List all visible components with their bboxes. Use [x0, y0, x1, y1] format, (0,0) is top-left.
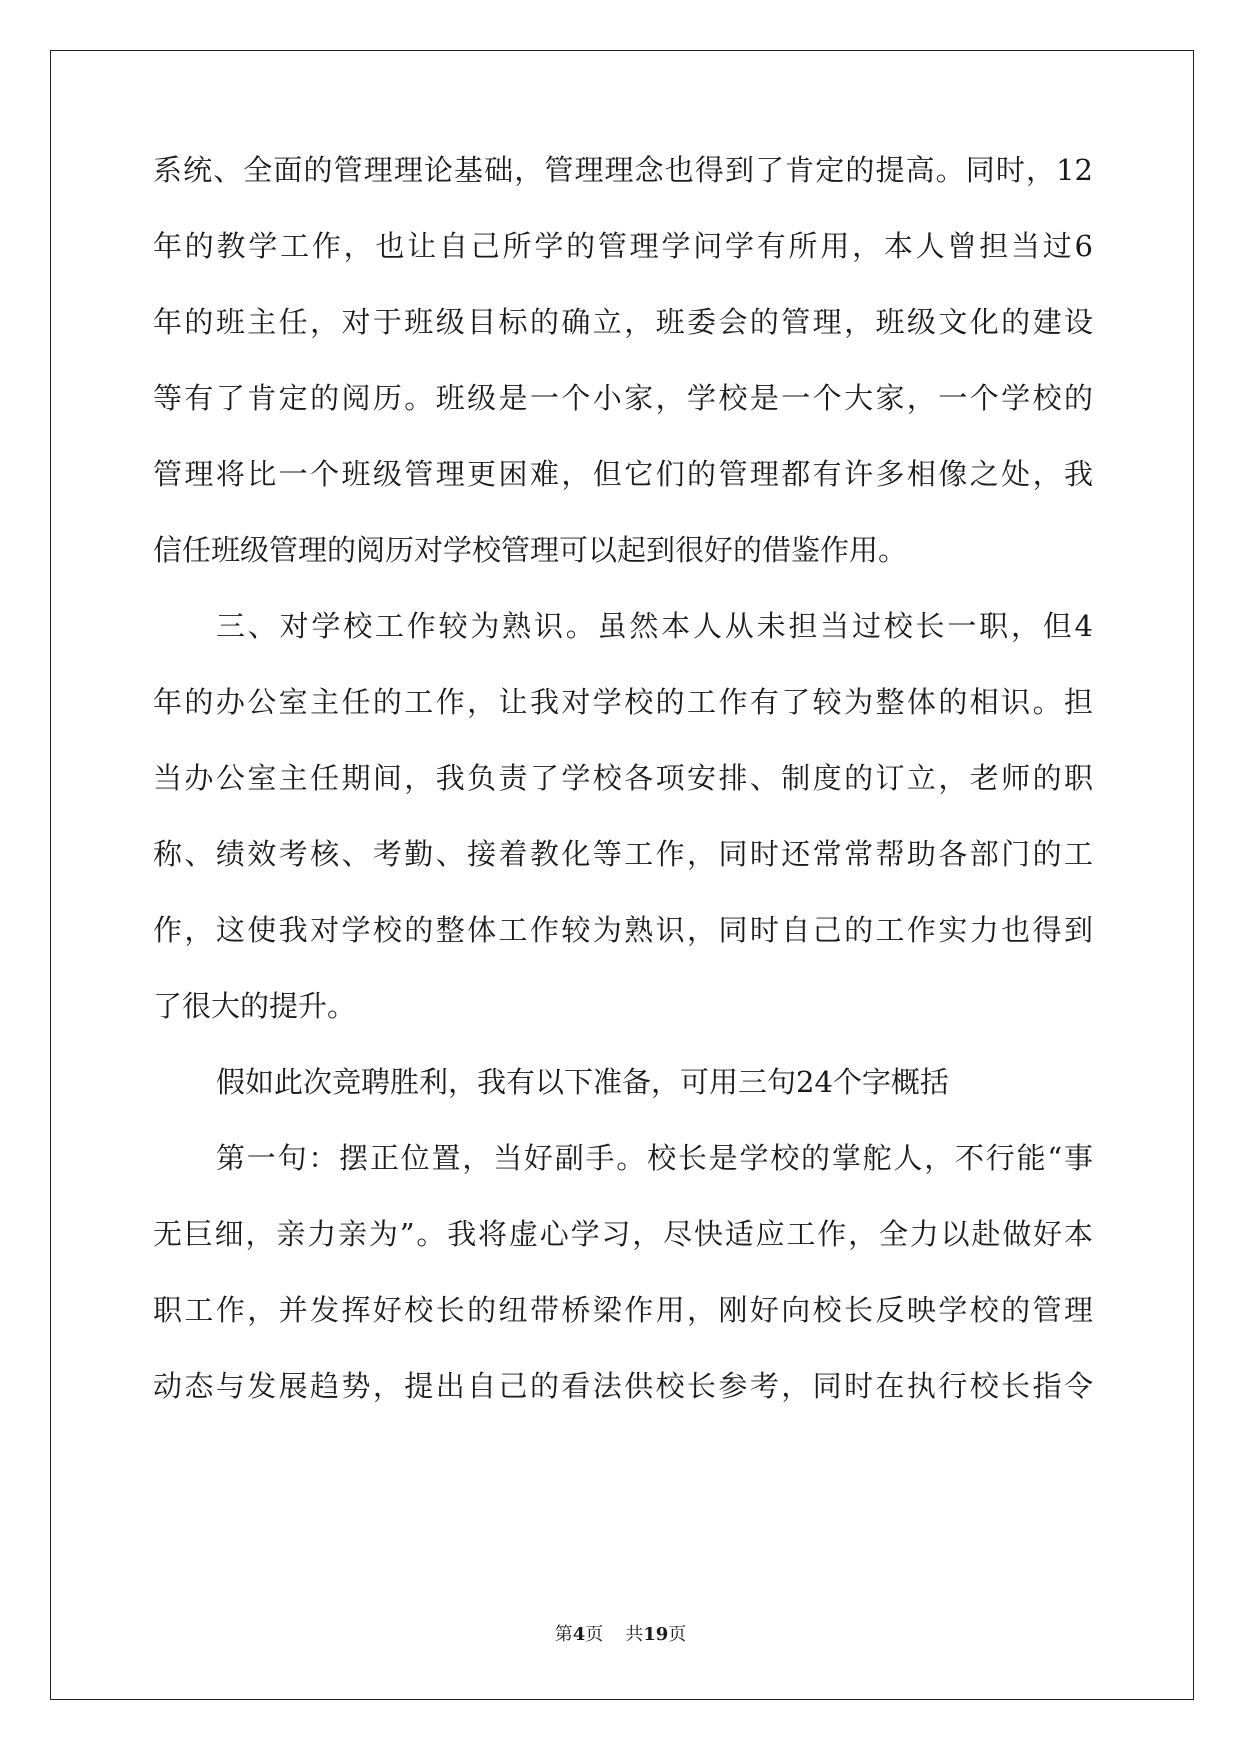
text-line: 系统、全面的管理理论基础，管理理念也得到了肯定的提高。同时，12 [153, 153, 1093, 187]
text-line: 当办公室主任期间，我负责了学校各项安排、制度的订立，老师的职 [153, 761, 1093, 795]
text-line: 年的班主任，对于班级目标的确立，班委会的管理，班级文化的建设 [153, 305, 1093, 339]
text-line: 了很大的提升。 [153, 989, 357, 1023]
paragraph-first-line: 第一句：摆正位置，当好副手。校长是学校的掌舵人，不行能“事 [216, 1141, 1093, 1175]
text-line: 等有了肯定的阅历。班级是一个小家，学校是一个大家，一个学校的 [153, 381, 1093, 415]
text-line: 管理将比一个班级管理更困难，但它们的管理都有许多相像之处，我 [153, 457, 1093, 491]
text-line: 无巨细，亲力亲为”。我将虚心学习，尽快适应工作，全力以赴做好本 [153, 1217, 1093, 1251]
total-suffix: 页 [668, 1624, 687, 1645]
text-line: 作，这使我对学校的整体工作较为熟识，同时自己的工作实力也得到 [153, 913, 1093, 947]
text-line: 信任班级管理的阅历对学校管理可以起到很好的借鉴作用。 [153, 533, 908, 567]
total-pages: 19 [643, 1624, 669, 1645]
page-suffix: 页 [585, 1624, 604, 1645]
text-line: 动态与发展趋势，提出自己的看法供校长参考，同时在执行校长指令 [153, 1369, 1093, 1403]
total-prefix: 共 [625, 1624, 644, 1645]
page-footer [0, 1623, 1241, 1647]
page-number: 4 [572, 1624, 586, 1645]
text-line: 年的办公室主任的工作，让我对学校的工作有了较为整体的相识。担 [153, 685, 1093, 719]
paragraph-first-line: 三、对学校工作较为熟识。虽然本人从未担当过校长一职，但4 [216, 609, 1093, 643]
page-border [50, 50, 1194, 1700]
paragraph-first-line: 假如此次竞聘胜利，我有以下准备，可用三句24个字概括 [216, 1065, 949, 1099]
text-line: 年的教学工作，也让自己所学的管理学问学有所用，本人曾担当过6 [153, 229, 1093, 263]
text-line: 职工作，并发挥好校长的纽带桥梁作用，刚好向校长反映学校的管理 [153, 1293, 1093, 1327]
page-prefix: 第 [554, 1624, 573, 1645]
text-line: 称、绩效考核、考勤、接着教化等工作，同时还常常帮助各部门的工 [153, 837, 1093, 871]
